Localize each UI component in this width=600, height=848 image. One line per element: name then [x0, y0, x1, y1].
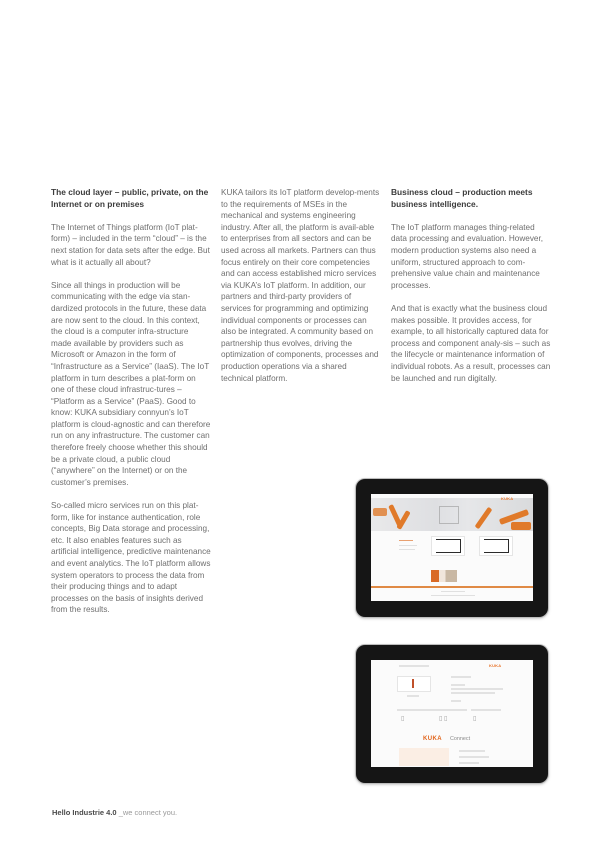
tablet-image-kuka-connect [356, 645, 548, 783]
paragraph: And that is exactly what the business cloud makes possible. It provides access, for example, to all historically captured data for process and component analy-sis – such as the lifecycle or maintenance information of individual robots. As a result, processes can be launched and run digitally. [391, 303, 551, 383]
login-panel [399, 748, 449, 766]
kuka-connect-logo: KUKA [423, 736, 442, 742]
section-heading-business-cloud: Business cloud – production meets business intelligence. [391, 187, 533, 209]
tablet-image-platform-home [356, 479, 548, 617]
connect-label: Connect [450, 736, 471, 742]
column-1 [51, 187, 211, 628]
column-2 [221, 187, 381, 396]
people-photo [431, 570, 457, 582]
tablet-screen [371, 494, 533, 601]
kuka-logo: KUKA [501, 496, 514, 501]
platform-card [431, 536, 465, 556]
robot-card [397, 676, 431, 692]
paragraph: The IoT platform manages thing-related data processing and evaluation. However, modern production systems also need a uniform, structured approach to com-prehensive value chain and maintenance processes. [391, 222, 544, 290]
footer-tagline: _we connect you. [118, 808, 178, 817]
paragraph: KUKA tailors its IoT platform develop-ments to the requirements of MSEs in the mechanical and systems engineering industry. After all, the platform is avail-able to enterprises from all sectors and can be used across all markets. Partners can thus focus entirely on their core competencies and can access established micro services via KUKA’s IoT platform. In addition, our partners and third-party providers of services for programming and optimizing individual components or processes can also be integrated. A community based on partnership thus evolves, driving the optimization of components, processes and production operations via a shared technical platform. [221, 188, 380, 383]
footer-title: Hello Industrie 4.0 [52, 808, 117, 817]
column-3 [391, 187, 551, 396]
robot-banner-image [371, 498, 533, 531]
divider [371, 586, 533, 588]
footer [52, 808, 177, 817]
tablet-screen: KUKA ▯ ▯ ▯ ▯ KUKA Connect [371, 660, 533, 767]
paragraph: So-called micro services run on this plat-form, like for instance authentication, role concepts, Big Data storage and processing, etc. It also enables features such as artificial intelligence, predictive maintenance and event analytics. The IoT platform allows system operators to process the data from their producing things and to adapt processes on the basis of insights derived from the results. [51, 501, 211, 615]
platform-card [479, 536, 513, 556]
kuka-logo: KUKA [489, 663, 502, 668]
paragraph: Since all things in production will be communicating with the edge via stan-dardized protocols in the future, these data are now sent to the cloud. In this context, the cloud is a computer infra-structure made available by providers such as Microsoft or Amazon in the form of “Infrastructure as a Service” (IaaS). The IoT platform in turn describes a plat-form on one of these cloud infrastruc-tures – “Platform as a Service” (PaaS). Good to know: KUKA subsidiary connyun’s IoT platform is cloud-agnostic and can therefore run on any infrastructure. The customer can therefore freely choose whether this should be a private cloud, a public cloud (“anywhere” on the Internet) or on the customer’s premises. [51, 280, 211, 487]
paragraph: The Internet of Things platform (IoT plat-form) – included in the term “cloud” – is the next station for data sets after the edge. But what is it actually all about? [51, 222, 210, 267]
section-heading-cloud-layer: The cloud layer – public, private, on the Internet or on premises [51, 187, 209, 209]
